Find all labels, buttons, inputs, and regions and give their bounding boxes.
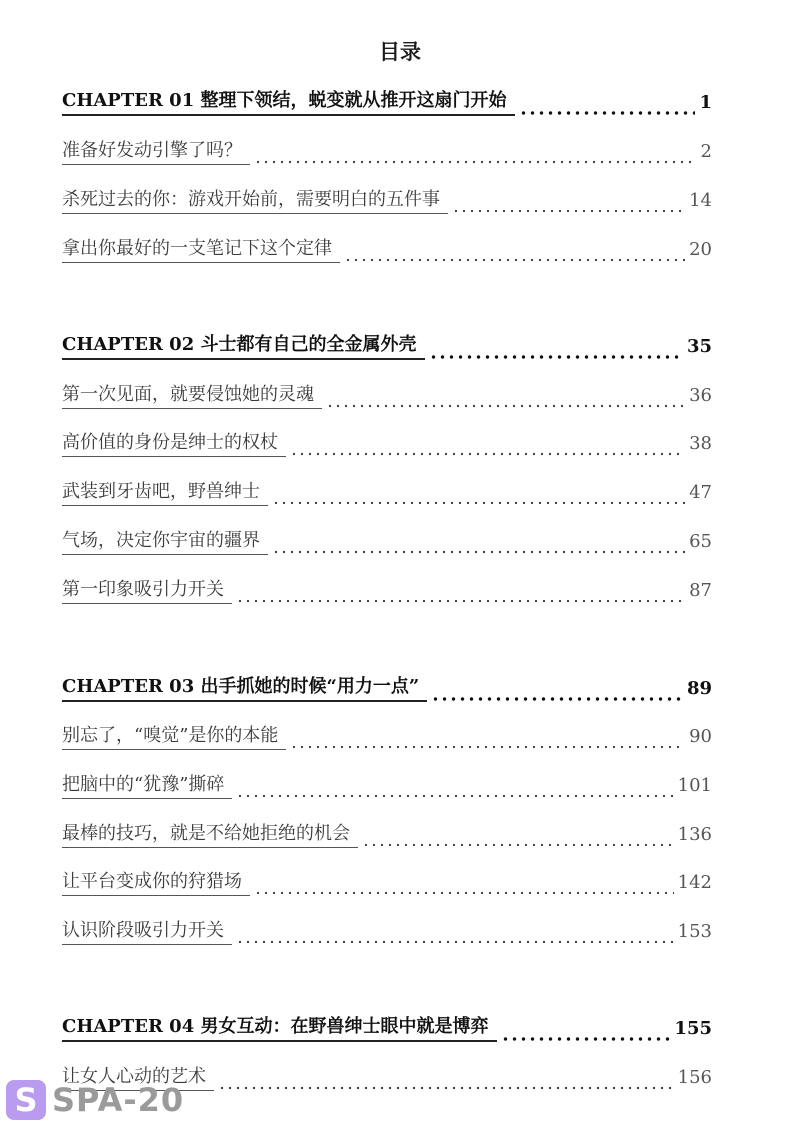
toc-section[interactable]: [62, 472, 712, 506]
toc-section[interactable]: [62, 814, 712, 848]
toc-page-number: 89: [686, 678, 712, 699]
toc-section[interactable]: [62, 862, 712, 896]
dot-leader: [344, 239, 685, 263]
dot-leader: [236, 775, 673, 799]
toc-page-number: 101: [677, 775, 712, 796]
toc-section[interactable]: [62, 423, 712, 457]
watermark-logo: [6, 1078, 184, 1122]
dot-leader: [290, 726, 685, 750]
toc-page-number: 87: [689, 580, 712, 601]
toc-page-number: 47: [689, 482, 712, 503]
dot-leader: [272, 531, 685, 555]
toc-section[interactable]: [62, 765, 712, 799]
dot-leader: [429, 336, 683, 360]
dot-leader: [254, 141, 697, 165]
toc-entry-label: 把脑中的“犹豫”撕碎: [62, 772, 232, 799]
toc-entry-label: 让平台变成你的狩猎场: [62, 869, 250, 896]
toc-entry-label: 准备好发动引擎了吗？: [62, 138, 250, 165]
toc-chapter-2[interactable]: [62, 326, 712, 360]
toc-entry-label: 别忘了，“嗅觉”是你的本能: [62, 723, 286, 750]
toc-entry-label: CHAPTER 02 斗士都有自己的全金属外壳: [62, 332, 425, 360]
toc-page-number: 155: [674, 1018, 712, 1039]
toc-section[interactable]: [62, 570, 712, 604]
toc-title: 目录: [379, 39, 421, 64]
dot-leader: [326, 385, 685, 409]
toc-page-number: 35: [686, 336, 712, 357]
toc-chapter-4[interactable]: [62, 1008, 712, 1042]
dot-leader: [431, 678, 683, 702]
dot-leader: [236, 921, 674, 945]
toc-page-number: 156: [677, 1067, 712, 1088]
toc-entry-label: 让女人心动的艺术: [62, 1064, 214, 1091]
toc-page-number: 2: [700, 141, 712, 162]
toc-entry-label: CHAPTER 03 出手抓她的时候“用力一点”: [62, 674, 427, 702]
toc-entry-label: 第一次见面，就要侵蚀她的灵魂: [62, 382, 322, 409]
toc-section[interactable]: [62, 131, 712, 165]
toc-entry-label: 杀死过去的你：游戏开始前，需要明白的五件事: [62, 187, 448, 214]
dot-leader: [452, 190, 685, 214]
dot-leader: [272, 482, 685, 506]
toc-entry-label: CHAPTER 01 整理下领结，蜕变就从推开这扇门开始: [62, 88, 515, 116]
toc-entry-label: 拿出你最好的一支笔记下这个定律: [62, 236, 340, 263]
dot-leader: [218, 1067, 674, 1091]
toc-page-number: 20: [689, 239, 712, 260]
toc-section[interactable]: [62, 911, 712, 945]
toc-page-number: 153: [677, 921, 712, 942]
toc-entry-label: 认识阶段吸引力开关: [62, 918, 232, 945]
toc-page-number: 65: [689, 531, 712, 552]
toc-entry-label: 最棒的技巧，就是不给她拒绝的机会: [62, 821, 358, 848]
toc-section[interactable]: [62, 375, 712, 409]
toc-entry-label: 武装到牙齿吧，野兽绅士: [62, 479, 268, 506]
dot-leader: [236, 580, 685, 604]
dot-leader: [519, 92, 696, 116]
toc-entry-label: 第一印象吸引力开关: [62, 577, 232, 604]
toc-entry-label: CHAPTER 04 男女互动：在野兽绅士眼中就是博弈: [62, 1014, 497, 1042]
toc-section[interactable]: [62, 180, 712, 214]
dot-leader: [362, 824, 674, 848]
toc-page-number: 14: [689, 190, 712, 211]
toc-section[interactable]: [62, 716, 712, 750]
toc-chapter-3[interactable]: [62, 668, 712, 702]
watermark-text: SPA-20: [52, 1081, 185, 1119]
toc-page-number: 36: [689, 385, 712, 406]
toc-entry-label: 高价值的身份是绅士的权杖: [62, 430, 286, 457]
toc-section[interactable]: [62, 521, 712, 555]
dot-leader: [501, 1018, 671, 1042]
watermark-badge: S: [6, 1080, 46, 1120]
toc-chapter-1[interactable]: [62, 82, 712, 116]
dot-leader: [254, 872, 674, 896]
toc-page-number: 136: [677, 824, 712, 845]
toc-page-number: 38: [689, 433, 712, 454]
toc-section[interactable]: [62, 229, 712, 263]
toc-page-number: 142: [677, 872, 712, 893]
toc-entry-label: 气场，决定你宇宙的疆界: [62, 528, 268, 555]
toc-page-number: 1: [699, 92, 712, 113]
dot-leader: [290, 433, 685, 457]
toc-page-number: 90: [689, 726, 712, 747]
